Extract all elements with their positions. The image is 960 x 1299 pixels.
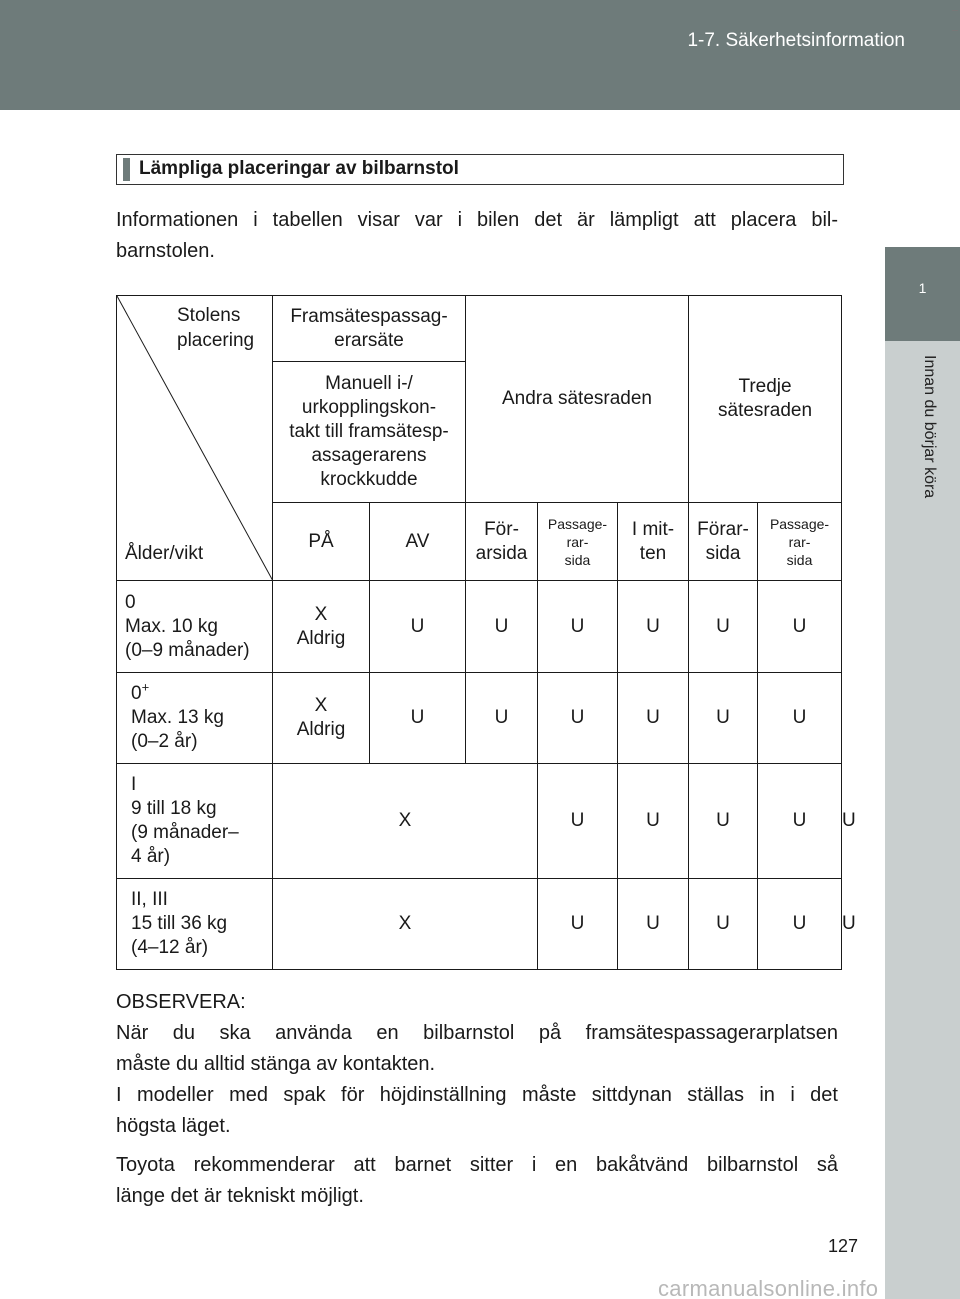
note-line: Toyota rekommenderar att barnet sitter i en bakåtvänd bilbarnstol så	[116, 1154, 838, 1176]
sub-third-driver: Förar- sida	[689, 503, 758, 581]
row-value: U	[466, 581, 538, 673]
sub-switch-on: PÅ	[273, 503, 370, 581]
sub-switch-off: AV	[370, 503, 466, 581]
note-line: När du ska använda en bilbarnstol på framsätespassagerarplatsen	[116, 1022, 838, 1044]
row-front-value: X Aldrig	[273, 581, 370, 673]
row-value: U	[689, 879, 758, 970]
heading-marker	[123, 158, 130, 181]
row-value: U	[758, 764, 842, 879]
child-seat-table	[116, 295, 856, 970]
row-group-label: 0 Max. 10 kg (0–9 månader)	[117, 581, 273, 673]
intro-paragraph	[116, 205, 838, 267]
table-row: I 9 till 18 kg (9 månader– 4 år) X U U U U U	[117, 764, 842, 879]
crop-mark	[952, 10, 958, 11]
row-value: U	[370, 581, 466, 673]
chapter-number: 1	[918, 280, 927, 296]
row-value: U	[758, 581, 842, 673]
chapter-tab	[885, 247, 960, 341]
chapter-strip	[885, 341, 960, 1299]
corner-label-age: Ålder/vikt	[125, 543, 204, 564]
row-value: U	[618, 764, 689, 879]
row-value: U	[538, 879, 618, 970]
recommendation-paragraph	[116, 1150, 838, 1212]
row-front-value: X Aldrig	[273, 673, 370, 764]
crop-mark	[952, 30, 958, 31]
row-value: U	[538, 673, 618, 764]
notes-block	[116, 987, 838, 1142]
note-line: högsta läget.	[116, 1115, 231, 1137]
row-group-label: I 9 till 18 kg (9 månader– 4 år)	[117, 764, 273, 879]
sub-third-passenger: Passage- rar- sida	[758, 503, 842, 581]
row-front-value: X	[273, 764, 538, 879]
section-heading	[116, 154, 844, 185]
sub-second-middle: I mit- ten	[618, 503, 689, 581]
note-line: I modeller med spak för höjdinställning måste sittdynan ställas in i det	[116, 1084, 838, 1106]
row-group-label: II, III 15 till 36 kg (4–12 år)	[117, 879, 273, 970]
note-line: måste du alltid stänga av kontakten.	[116, 1053, 436, 1075]
corner-label-placement: Stolens placering	[177, 305, 255, 351]
row-value: U	[370, 673, 466, 764]
row-value: U	[689, 581, 758, 673]
table-row	[117, 673, 842, 764]
col-airbag-switch: Manuell i-/ urkopplingskon- takt till framsätesp- assagerarens krockkudde	[273, 362, 466, 503]
row-group-label: 0+ Max. 13 kg (0–2 år)	[117, 673, 273, 764]
chapter-title: Innan du börjar köra	[921, 355, 938, 499]
header-band	[0, 0, 960, 110]
row-value: U	[689, 673, 758, 764]
row-value: U	[538, 581, 618, 673]
row-value: U	[618, 673, 689, 764]
col-front-passenger: Framsätespassag- erarsäte	[273, 296, 466, 362]
table-row	[117, 581, 842, 673]
row-value: U	[538, 764, 618, 879]
watermark-link[interactable]: carmanualsonline.info	[658, 1276, 879, 1299]
corner-header	[117, 296, 273, 581]
page-number: 127	[828, 1236, 859, 1256]
sub-second-driver: För- arsida	[466, 503, 538, 581]
col-third-row: Tredje sätesraden	[689, 296, 842, 503]
note-title: OBSERVERA:	[116, 991, 246, 1013]
row-value: U	[618, 581, 689, 673]
note-line: länge det är tekniskt möjligt.	[116, 1185, 364, 1207]
sub-second-passenger: Passage- rar- sida	[538, 503, 618, 581]
intro-line: barnstolen.	[116, 240, 215, 262]
section-title: 1-7. Säkerhetsinformation	[687, 30, 905, 51]
col-second-row: Andra sätesraden	[466, 296, 689, 503]
row-value: U	[758, 673, 842, 764]
heading-title: Lämpliga placeringar av bilbarnstol	[139, 158, 459, 179]
row-value: U	[466, 673, 538, 764]
row-front-value: X	[273, 879, 538, 970]
intro-line: Informationen i tabellen visar var i bilen det är lämpligt att placera bil-	[116, 209, 838, 231]
row-value: U	[618, 879, 689, 970]
table-row: II, III 15 till 36 kg (4–12 år) X U U U U U	[117, 879, 842, 970]
row-value: U	[758, 879, 842, 970]
row-value: U	[689, 764, 758, 879]
